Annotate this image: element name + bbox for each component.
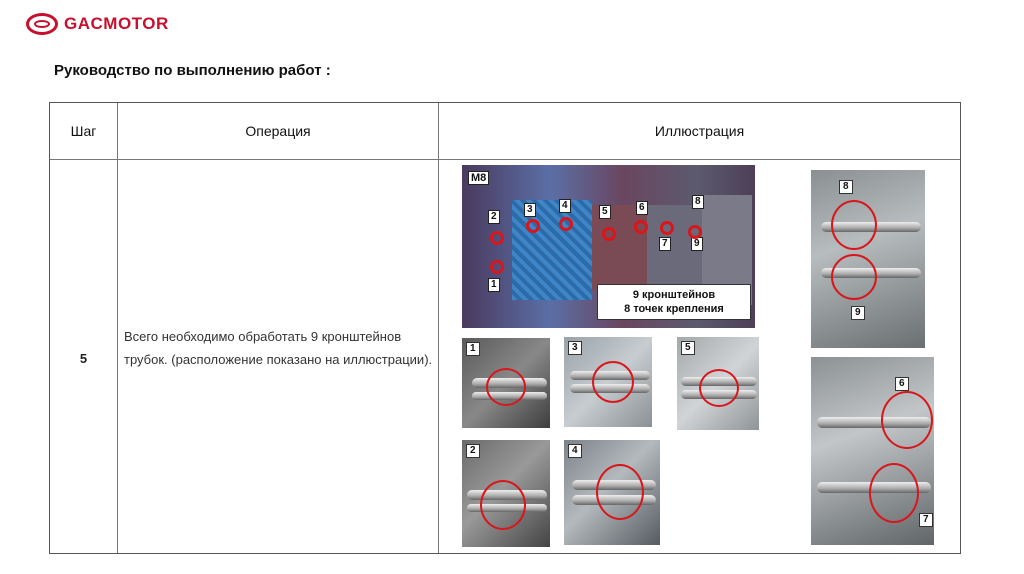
bracket-marker [559, 217, 573, 231]
photo-bracket-4 [564, 440, 660, 545]
highlight-circle [486, 368, 526, 406]
photo-bracket-2 [462, 440, 550, 547]
bracket-marker [490, 231, 504, 245]
header-operation: Операция [245, 123, 311, 139]
bracket-marker [526, 219, 540, 233]
highlight-circle [831, 200, 877, 250]
highlight-circle [592, 361, 634, 403]
header-illustration: Иллюстрация [654, 123, 745, 139]
bracket-marker [660, 221, 674, 235]
map-number: 7 [659, 237, 671, 251]
highlight-circle [596, 464, 644, 520]
photo-number: 4 [568, 444, 582, 458]
photo-number: 8 [839, 180, 853, 194]
diagram-caption [597, 284, 751, 320]
map-number: 4 [559, 199, 571, 213]
highlight-circle [869, 463, 919, 523]
map-number: 9 [691, 237, 703, 251]
map-number: 3 [524, 203, 536, 217]
highlight-circle [480, 480, 526, 530]
divider [438, 103, 439, 553]
map-number: 1 [488, 278, 500, 292]
bracket-marker [490, 260, 504, 274]
map-number: 5 [599, 205, 611, 219]
divider [117, 103, 118, 553]
photo-number: 6 [895, 377, 909, 391]
map-label: M8 [468, 171, 489, 185]
step-number: 5 [79, 351, 88, 366]
brand-logo [26, 13, 169, 35]
caption-line: 9 кронштейнов [632, 289, 716, 301]
page-title: Руководство по выполнению работ : [54, 62, 331, 79]
photo-number: 3 [568, 341, 582, 355]
brand-name: GACMOTOR [64, 14, 169, 33]
photo-number: 9 [851, 306, 865, 320]
bracket-marker [634, 220, 648, 234]
photo-number: 1 [466, 342, 480, 356]
photo-number: 7 [919, 513, 933, 527]
photo-bracket-3 [564, 337, 652, 427]
highlight-circle [831, 254, 877, 300]
photo-number: 5 [681, 341, 695, 355]
header-divider [50, 159, 960, 160]
map-number: 2 [488, 210, 500, 224]
bracket-marker [688, 225, 702, 239]
photo-bracket-5 [677, 337, 759, 430]
highlight-circle [881, 391, 933, 449]
gac-logo-icon [26, 13, 58, 35]
photo-bracket-1 [462, 338, 550, 428]
map-number: 8 [692, 195, 704, 209]
caption-line: 8 точек крепления [624, 303, 724, 315]
map-number: 6 [636, 201, 648, 215]
operation-text: Всего необходимо обработать 9 кронштейнов трубок. (расположение показано на иллюстрации). [124, 329, 433, 367]
bracket-marker [602, 227, 616, 241]
photo-bracket-8-9 [811, 170, 925, 348]
header-step: Шаг [70, 123, 97, 139]
highlight-circle [699, 369, 739, 407]
photo-bracket-6-7 [811, 357, 934, 545]
underbody-diagram [462, 165, 755, 328]
photo-number: 2 [466, 444, 480, 458]
